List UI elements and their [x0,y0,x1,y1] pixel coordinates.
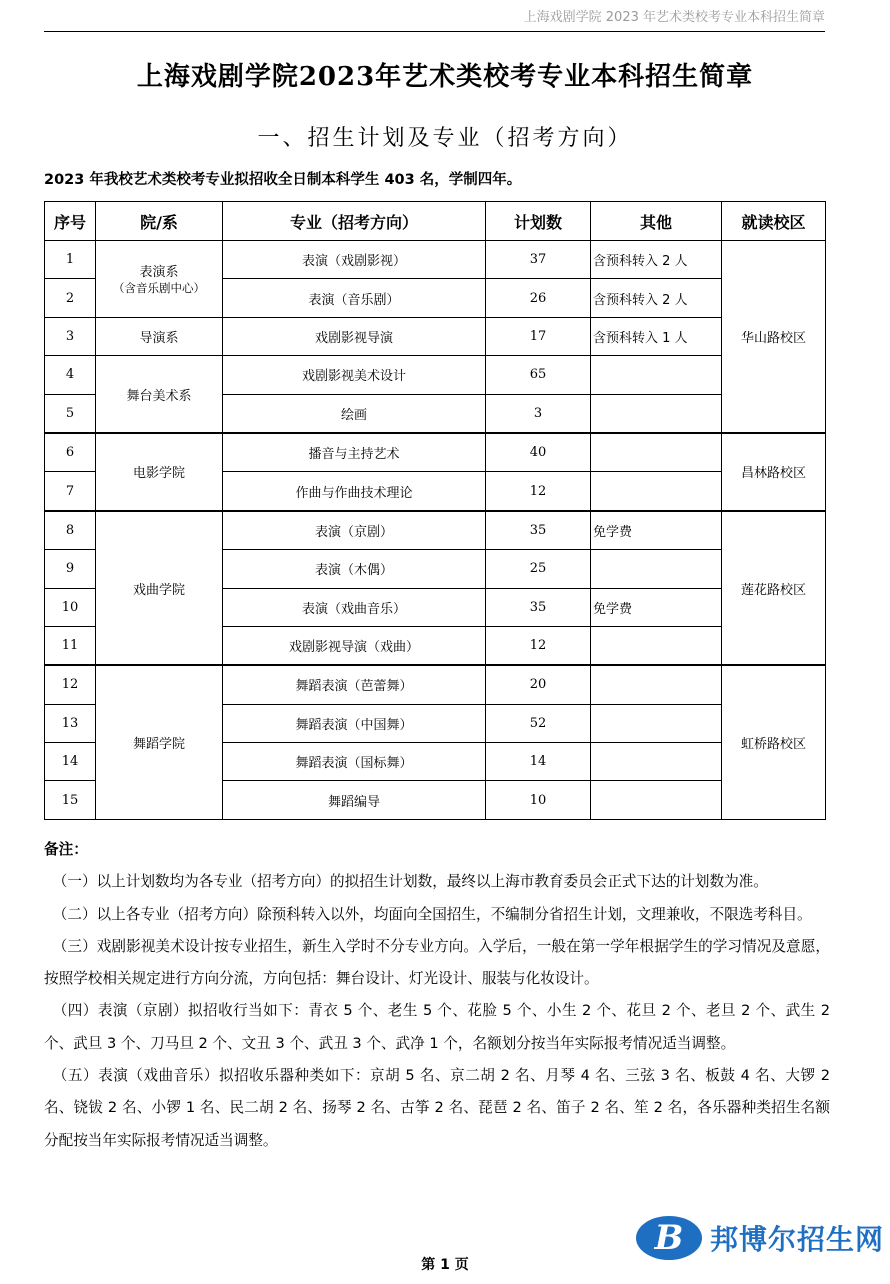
plan-cell: 25 [486,550,591,588]
major-cell: 作曲与作曲技术理论 [223,472,486,511]
table-row [45,665,826,704]
row-no: 13 [45,704,96,742]
plan-cell: 12 [486,626,591,665]
major-cell: 表演（音乐剧） [223,279,486,317]
watermark [636,1216,884,1260]
other-cell [591,433,722,472]
notes-title: 备注： [44,841,88,858]
header-plan: 计划数 [486,202,591,241]
other-cell: 免学费 [591,588,722,626]
table-header-row [45,202,826,241]
notes-section [44,834,830,1157]
other-cell [591,704,722,742]
plan-cell: 35 [486,588,591,626]
row-no: 1 [45,241,96,279]
row-no: 5 [45,394,96,433]
major-cell: 表演（戏剧影视） [223,241,486,279]
campus-cell: 虹桥路校区 [722,665,826,819]
row-no: 3 [45,317,96,355]
other-cell: 免学费 [591,511,722,550]
plan-cell: 12 [486,472,591,511]
plan-cell: 17 [486,317,591,355]
header-major: 专业（招考方向） [223,202,486,241]
major-cell: 戏剧影视导演（戏曲） [223,626,486,665]
major-cell: 舞蹈表演（芭蕾舞） [223,665,486,704]
major-cell: 舞蹈表演（国标舞） [223,743,486,781]
plan-cell: 20 [486,665,591,704]
major-cell: 舞蹈编导 [223,781,486,819]
row-no: 12 [45,665,96,704]
major-cell: 舞蹈表演（中国舞） [223,704,486,742]
header-no: 序号 [45,202,96,241]
major-cell: 表演（木偶） [223,550,486,588]
department-cell: 电影学院 [96,433,223,511]
other-cell [591,394,722,433]
enrollment-plan-table [44,201,826,820]
watermark-logo-icon: B [636,1216,702,1260]
table-row [45,511,826,550]
row-no: 15 [45,781,96,819]
department-cell [96,241,223,318]
note-item: （一）以上计划数均为各专业（招考方向）的拟招生计划数，最终以上海市教育委员会正式下达的计划数为准。 [52,873,768,891]
row-no: 2 [45,279,96,317]
plan-cell: 3 [486,394,591,433]
other-cell [591,356,722,394]
table-row [45,356,826,394]
table-row [45,433,826,472]
department-cell: 导演系 [96,317,223,355]
plan-cell: 35 [486,511,591,550]
note-item: （三）戏剧影视美术设计按专业招生，新生入学时不分专业方向。入学后，一般在第一学年根据学生的学习情况及意愿，按照学校相关规定进行方向分流，方向包括：舞台设计、灯光设计、服装与化妆设计。 [44,937,830,988]
department-cell: 戏曲学院 [96,511,223,666]
note-item: （二）以上各专业（招考方向）除预科转入以外，均面向全国招生，不编制分省招生计划，文理兼收，不限选考科目。 [52,905,812,923]
major-cell: 戏剧影视美术设计 [223,356,486,394]
other-cell [591,626,722,665]
department-subname: （含音乐剧中心） [113,281,205,296]
other-cell [591,550,722,588]
campus-cell: 昌林路校区 [722,433,826,511]
other-cell [591,472,722,511]
plan-cell: 40 [486,433,591,472]
other-cell [591,743,722,781]
major-cell: 表演（戏曲音乐） [223,588,486,626]
row-no: 7 [45,472,96,511]
table-row [45,317,826,355]
watermark-text: 邦博尔招生网 [710,1223,885,1256]
page-number: 第 1 页 [421,1257,469,1273]
row-no: 9 [45,550,96,588]
header-department: 院/系 [96,202,223,241]
department-cell: 舞台美术系 [96,356,223,433]
document-title: 上海戏剧学院2023年艺术类校考专业本科招生简章 [136,62,754,92]
plan-cell: 52 [486,704,591,742]
table-row [45,241,826,279]
other-cell: 含预科转入 2 人 [591,241,722,279]
section-title: 一、招生计划及专业（招考方向） [257,126,633,151]
other-cell [591,665,722,704]
major-cell: 戏剧影视导演 [223,317,486,355]
major-cell: 播音与主持艺术 [223,433,486,472]
header-other: 其他 [591,202,722,241]
note-item: （五）表演（戏曲音乐）拟招收乐器种类如下：京胡 5 名、京二胡 2 名、月琴 4 名、三弦 3 名、板鼓 4 名、大锣 2 名、铙钹 2 名、小锣 1 名、民二胡 2 名、扬琴 2 名、古筝 2 名、琵琶 2 名、笛子 2 名、笙 2 名，各乐器种类招生名额分配按当年实际报考情况适当调整。 [44,1067,830,1149]
row-no: 8 [45,511,96,550]
plan-cell: 37 [486,241,591,279]
note-item: （四）表演（京剧）拟招收行当如下：青衣 5 个、老生 5 个、花脸 5 个、小生 2 个、花旦 2 个、老旦 2 个、武生 2 个、武旦 3 个、刀马旦 2 个、文丑 3 个、武丑 3 个、武净 1 个，名额划分按当年实际报考情况适当调整。 [44,1002,830,1052]
plan-cell: 65 [486,356,591,394]
row-no: 4 [45,356,96,394]
department-cell: 舞蹈学院 [96,665,223,819]
plan-cell: 26 [486,279,591,317]
campus-cell: 华山路校区 [722,241,826,433]
major-cell: 绘画 [223,394,486,433]
row-no: 14 [45,743,96,781]
plan-cell: 14 [486,743,591,781]
other-cell: 含预科转入 2 人 [591,279,722,317]
major-cell: 表演（京剧） [223,511,486,550]
row-no: 6 [45,433,96,472]
row-no: 11 [45,626,96,665]
other-cell: 含预科转入 1 人 [591,317,722,355]
campus-cell: 莲花路校区 [722,511,826,666]
running-header: 上海戏剧学院 2023 年艺术类校考专业本科招生简章 [44,6,825,32]
row-no: 10 [45,588,96,626]
header-campus: 就读校区 [722,202,826,241]
other-cell [591,781,722,819]
department-name: 表演系 [139,265,179,281]
intro-paragraph: 2023 年我校艺术类校考专业拟招收全日制本科学生 403 名，学制四年。 [44,172,522,188]
plan-cell: 10 [486,781,591,819]
